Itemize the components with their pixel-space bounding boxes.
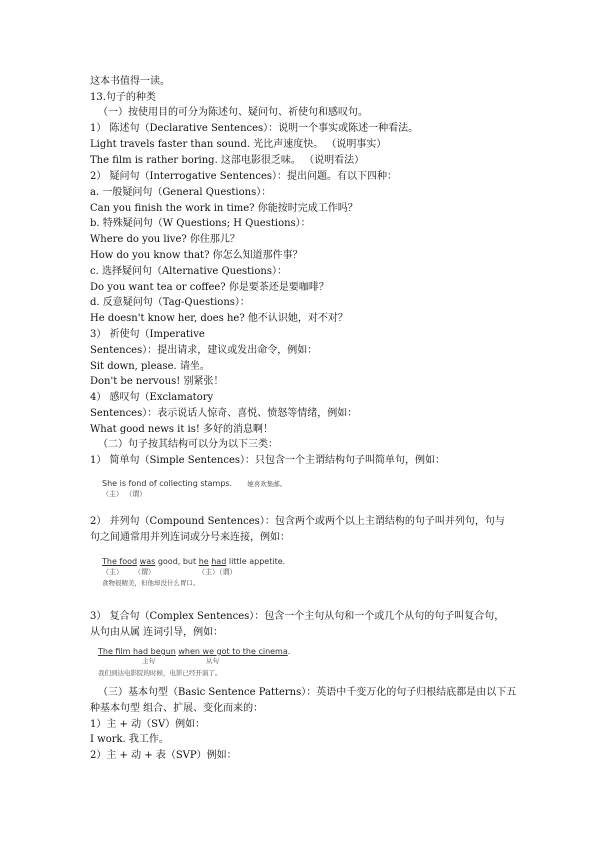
verb-mark: （谓） xyxy=(125,490,147,498)
text-line: 句之间通常用并列连词或分号来连接，例如： xyxy=(90,532,290,543)
subordinate-clause: when we got to the cinema xyxy=(178,647,288,656)
example-sentence: Do you want tea or coffee? 你是要茶还是要咖啡？ xyxy=(90,282,329,293)
text-line: 2）主 + 动 + 表（SVP）例如： xyxy=(90,750,237,761)
text-line: Sentences）：提出请求，建议或发出命令，例如： xyxy=(90,345,318,356)
text-line: （一）按使用目的可分为陈述句、疑问句、祈使句和感叹句。 xyxy=(98,107,368,118)
text-line: 1） 陈述句（Declarative Sentences）：说明一个事实或陈述一种看法。 xyxy=(90,123,419,134)
text-line: 1）主 + 动（SV）例如： xyxy=(90,719,206,730)
text-line: 这本书值得一读。 xyxy=(90,76,170,87)
text-line: 3） 复合句（Complex Sentences）：包含一个主句从句和一个或几个从句的句子叫复合句， xyxy=(90,611,505,622)
text-line: 4） 感叹句（Exclamatory xyxy=(90,392,214,403)
verb-phrase: was xyxy=(139,557,156,566)
text-line: d. 反意疑问句（Tag-Questions）： xyxy=(90,297,250,308)
figure-translation: 食物很精美，但他却没什么胃口。 xyxy=(102,579,200,587)
example-sentence: Where do you live? 你住那儿？ xyxy=(90,234,240,245)
example-sentence: What good news it is! 多好的消息啊！ xyxy=(90,424,274,435)
example-sentence: Sit down, please. 请坐。 xyxy=(90,361,210,372)
subject-phrase: he xyxy=(198,557,209,566)
text-line: 种基本句型 组合、扩展、变化而来的： xyxy=(90,703,264,714)
subject-verb-mark: （主）（谓） xyxy=(198,568,237,576)
text-line: （三）基本句型（Basic Sentence Patterns）：英语中千变万化的句子归根结底都是由以下五 xyxy=(98,687,517,698)
text-line: a. 一般疑问句（General Questions）： xyxy=(90,187,272,198)
example-sentence: How do you know that? 你怎么知道那件事？ xyxy=(90,250,303,261)
example-sentence: He doesn't know her, does he? 他不认识她，对不对？ xyxy=(90,313,348,324)
figure-translation: 她喜欢集邮。 xyxy=(247,480,287,488)
example-sentence: Don't be nervous! 别紧张！ xyxy=(90,376,224,387)
text-line: 1） 简单句（Simple Sentences）：只包含一个主谓结构句子叫简单句，例如： xyxy=(90,455,446,466)
text-line: c. 选择疑问句（Alternative Questions）： xyxy=(90,266,287,277)
figure-translation: 我们到达电影院的时候，电影已经开演了。 xyxy=(98,669,222,677)
example-sentence: Light travels faster than sound. 光比声速度快。 （说明事实） xyxy=(90,139,387,150)
text-line: 2） 并列句（Compound Sentences）：包含两个或两个以上主谓结构的句子叫并列句，句与 xyxy=(90,516,505,527)
subject-phrase: The food xyxy=(102,557,138,566)
figure-simple-sentence xyxy=(102,478,286,499)
text-line: （二）句子按其结构可以分为以下三类： xyxy=(98,439,278,450)
example-sentence: I work. 我工作。 xyxy=(90,734,169,745)
text-line: b. 特殊疑问句（W Questions; H Questions）： xyxy=(90,218,311,229)
example-sentence: The film is rather boring. 这部电影很乏味。 （说明看法） xyxy=(90,155,365,166)
text-line: 3） 祈使句（Imperative xyxy=(90,329,205,340)
verb-mark: （谓） xyxy=(134,568,155,576)
section-heading: 13.句子的种类 xyxy=(90,92,156,103)
figure-complex-sentence: The film had begun when we got to the cinema. 主句 从句 我们到达电影院的时候，电影已经开演了。 xyxy=(98,647,291,677)
main-clause-label: 主句 xyxy=(142,657,155,665)
figure-sentence: She is fond of collecting stamps. xyxy=(102,479,233,488)
subject-mark: （主） xyxy=(102,568,123,576)
verb-phrase: had xyxy=(211,557,227,566)
subordinate-clause-label: 从句 xyxy=(206,657,219,665)
text-line: Sentences）：表示说话人惊奇、喜悦、愤怒等情绪，例如： xyxy=(90,408,358,419)
main-clause: The film had begun xyxy=(98,647,176,656)
text-line: 2） 疑问句（Interrogative Sentences）：提出问题。有以下四种： xyxy=(90,171,398,182)
figure-compound-sentence: The food was good, but he had little appetite. （主） （谓） （主）（谓） 食物很精美，但他却没什么胃口。 xyxy=(102,557,286,587)
example-sentence: Can you finish the work in time? 你能按时完成工作吗？ xyxy=(90,203,358,214)
subject-mark: （主） xyxy=(102,490,123,498)
text-line: 从句由从属 连词引导，例如： xyxy=(90,627,224,638)
